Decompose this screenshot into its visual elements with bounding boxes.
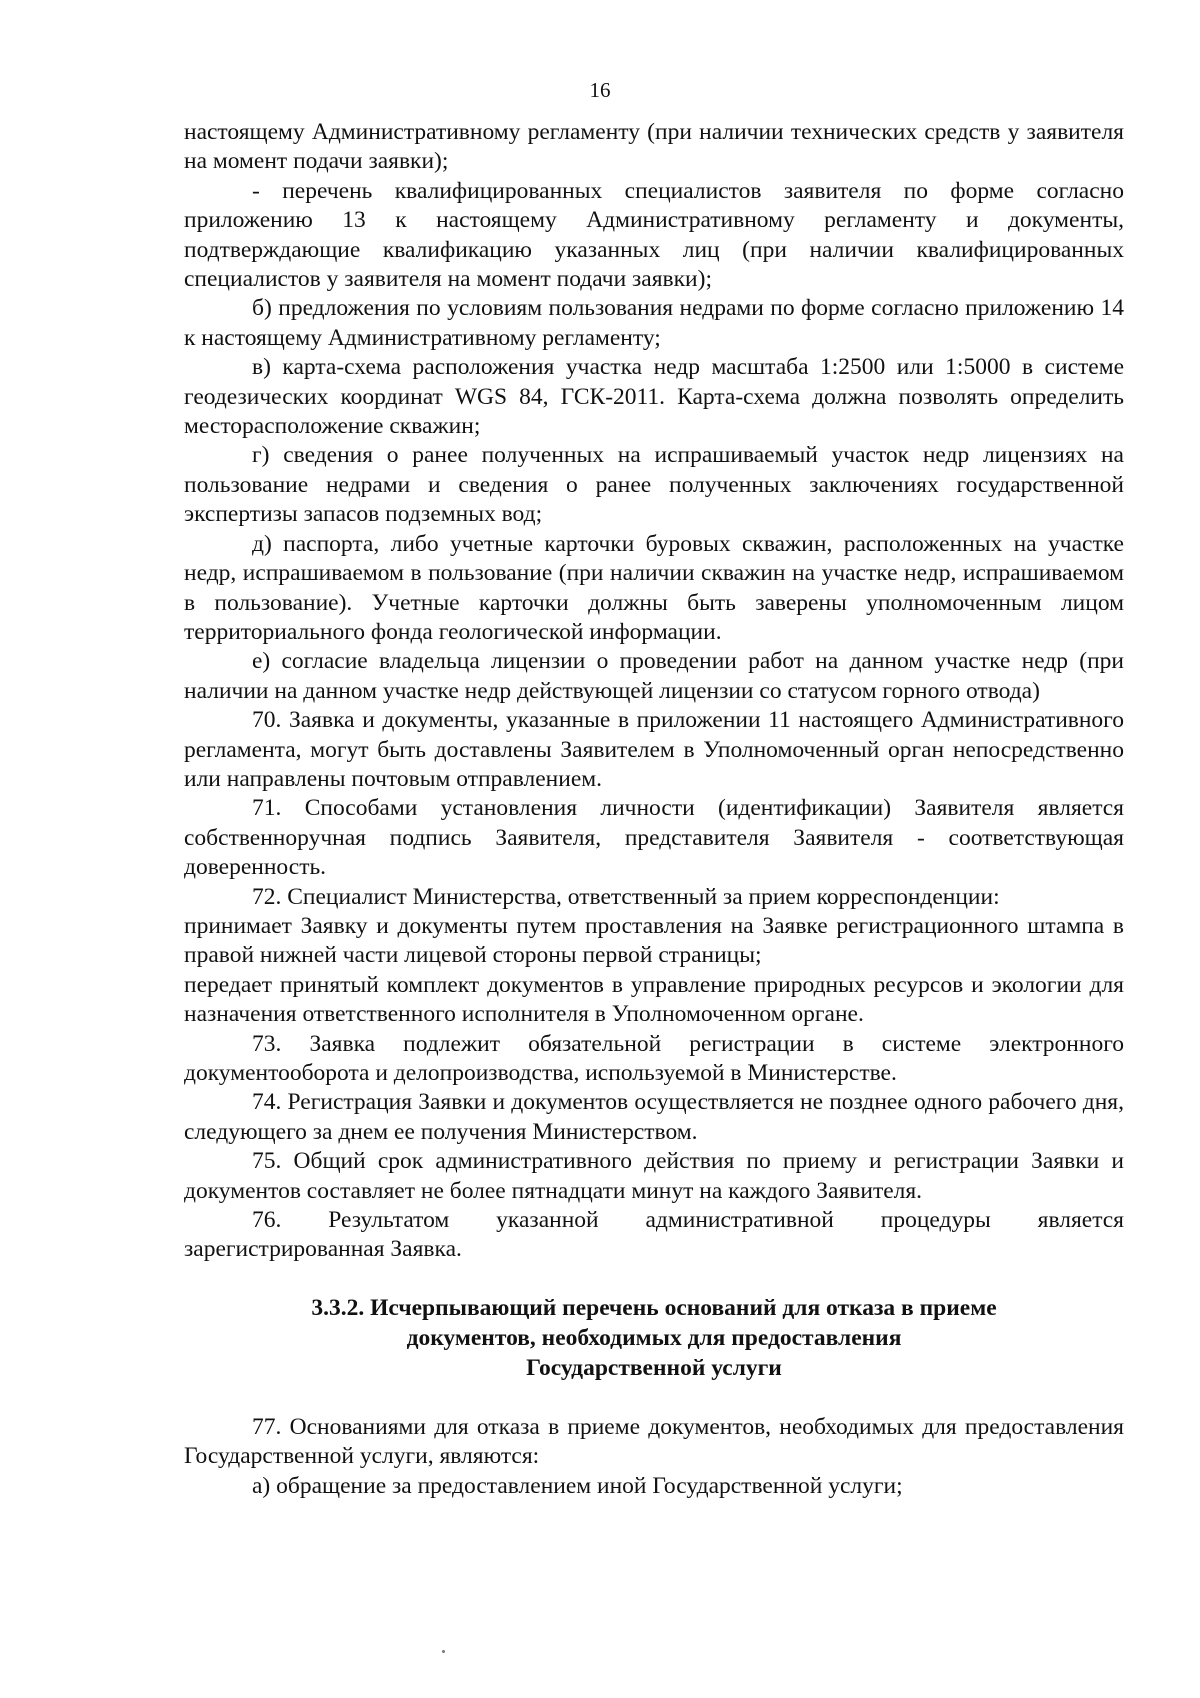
paragraph-72: 72. Специалист Министерства, ответственный за прием корреспонденции:	[252, 883, 1000, 910]
scan-speck	[442, 1650, 445, 1653]
paragraph-71: 71. Способами установления личности (идентификации) Заявителя является собственноручная подпись Заявителя, представителя Заявителя - соответствующая доверенность.	[184, 795, 1124, 881]
paragraph-item-e: е) согласие владельца лицензии о проведении работ на данном участке недр (при наличии на данном участке недр действующей лицензии со статусом горного отвода)	[184, 648, 1124, 704]
paragraph-74: 74. Регистрация Заявки и документов осуществляется не позднее одного рабочего дня, следующего за днем ее получения Министерством.	[184, 1089, 1124, 1145]
paragraph-70: 70. Заявка и документы, указанные в приложении 11 настоящего Административного регламента, могут быть доставлены Заявителем в Уполномоченный орган непосредственно или направлены почтовым отправлением.	[184, 707, 1124, 792]
paragraph-continuation: настоящему Административному регламенту (при наличии технических средств у заявителя на момент подачи заявки);	[184, 119, 1124, 175]
paragraph-item-g: г) сведения о ранее полученных на испрашиваемый участок недр лицензиях на пользование недрами и сведения о ранее полученных заключениях государственной экспертизы запасов подземных вод;	[184, 442, 1124, 528]
paragraph-72-accepts: принимает Заявку и документы путем проставления на Заявке регистрационного штампа в правой нижней части лицевой стороны первой страницы;	[184, 912, 1124, 969]
document-body	[184, 118, 1124, 1501]
paragraph-item-b: б) предложения по условиям пользования недрами по форме согласно приложению 14 к настоящему Административному регламенту;	[184, 295, 1124, 351]
paragraph-75: 75. Общий срок административного действия по приему и регистрации Заявки и документов составляет не более пятнадцати минут на каждого Заявителя.	[184, 1148, 1124, 1204]
section-heading-line-2: документов, необходимых для предоставления	[406, 1324, 902, 1351]
paragraph-specialists-list: - перечень квалифицированных специалистов заявителя по форме согласно приложению 13 к настоящему Административному регламенту и документы, подтверждающие квалификацию указанных лиц (при наличии квалифицированных специалистов у заявителя на момент подачи заявки);	[184, 177, 1124, 293]
section-heading	[184, 1293, 1124, 1383]
section-heading-line-3: Государственной услуги	[526, 1354, 782, 1381]
paragraph-72-transfers: передает принятый комплект документов в управление природных ресурсов и экологии для назначения ответственного исполнителя в Уполномоченном органе.	[184, 971, 1124, 1028]
paragraph-item-d: д) паспорта, либо учетные карточки буровых скважин, расположенных на участке недр, испрашиваемом в пользование (при наличии скважин на участке недр, испрашиваемом в пользование). Учетные карточки должны быть заверены уполномоченным лицом территориального фонда геологической информации.	[184, 530, 1124, 645]
paragraph-73: 73. Заявка подлежит обязательной регистрации в системе электронного документооборота и делопроизводства, используемой в Министерстве.	[184, 1030, 1124, 1086]
paragraph-76: 76. Результатом указанной административной процедуры является зарегистрированная Заявка.	[184, 1207, 1124, 1263]
paragraph-77-item-a: а) обращение за предоставлением иной Государственной услуги;	[252, 1472, 903, 1499]
paragraph-77: 77. Основаниями для отказа в приеме документов, необходимых для предоставления Государственной услуги, являются:	[184, 1413, 1124, 1470]
paragraph-item-v: в) карта-схема расположения участка недр масштаба 1:2500 или 1:5000 в системе геодезических координат WGS 84, ГСК-2011. Карта-схема должна позволять определить месторасположение скважин;	[184, 354, 1124, 440]
page-number: 16	[589, 78, 611, 102]
section-heading-line-1: 3.3.2. Исчерпывающий перечень оснований для отказа в приеме	[311, 1294, 997, 1321]
